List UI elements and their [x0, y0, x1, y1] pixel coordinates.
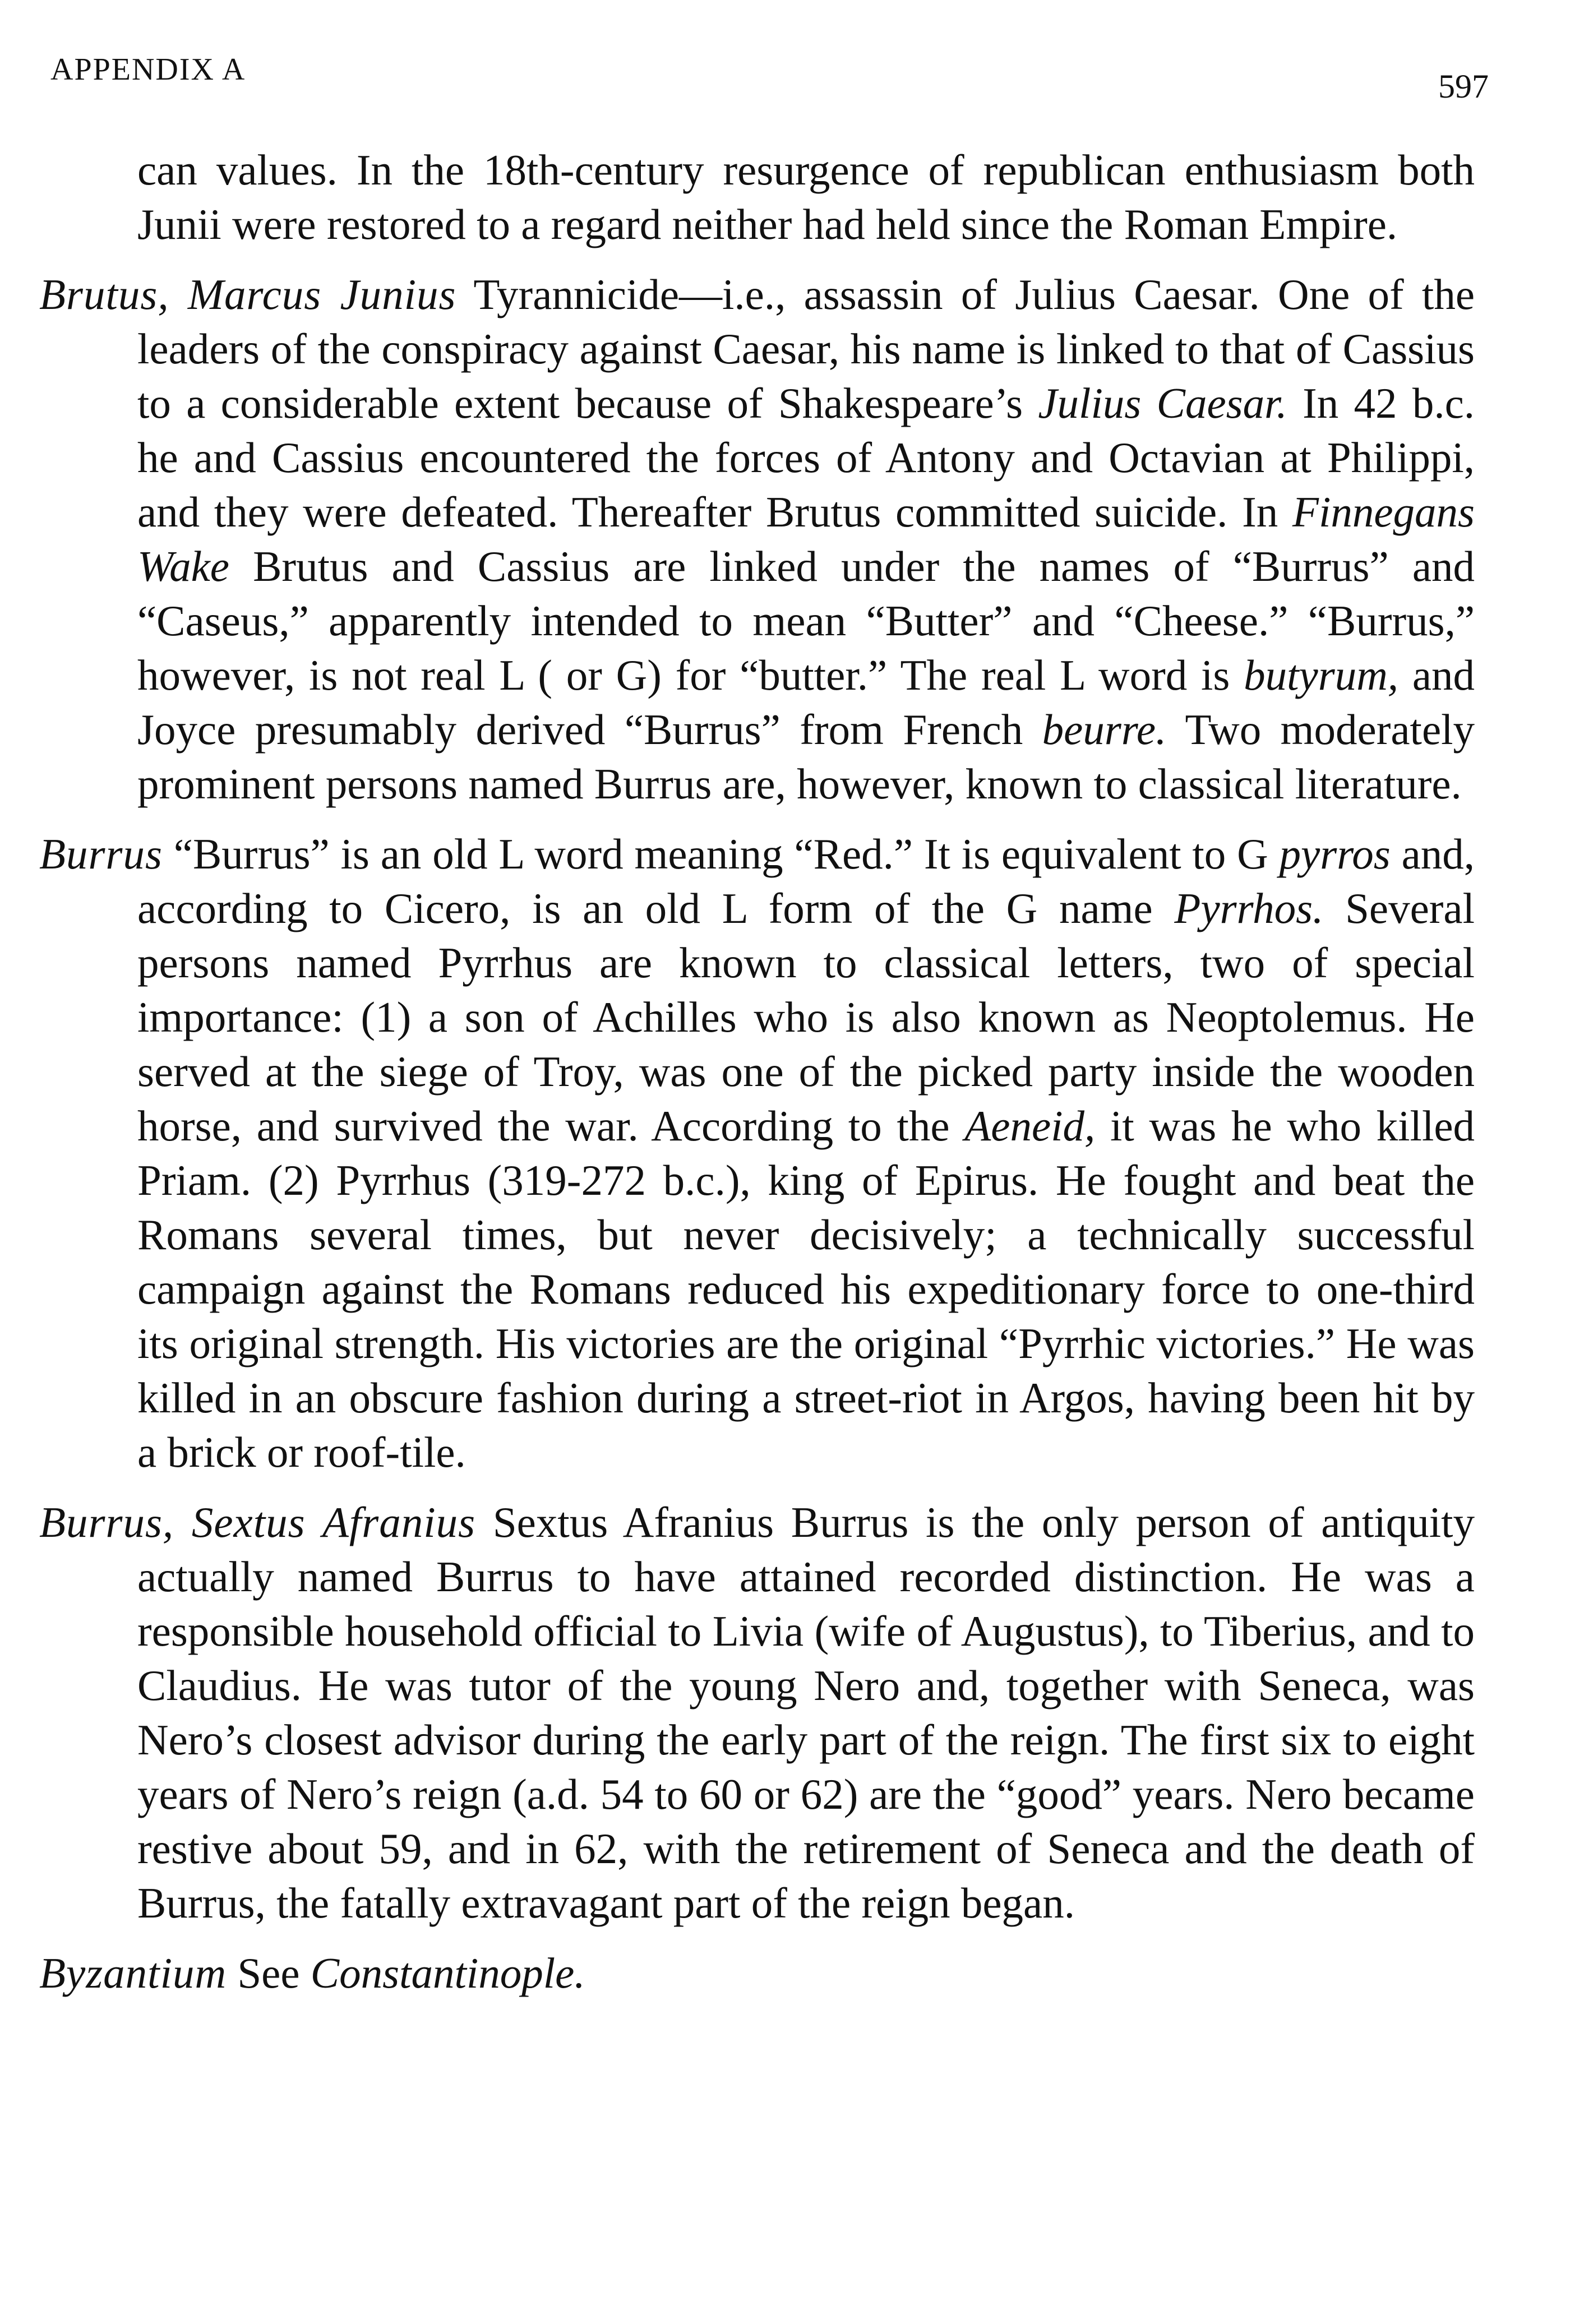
entry-text: Sextus Afranius Burrus is the only person of antiquity actually named Burrus to have attained recorded distinction. He was a responsible household official to Livia (wife of Augustus), to Tiberius, and to Claudius. He was tutor of the young Nero and, together with Seneca, was Nero’s closest advisor during the early part of the reign. The first six to eight years of Nero’s reign (a.d. 54 to 60 or 62) are the “good” years. Nero became restive about 59, and in 62, with the retirement of Seneca and the death of Burrus, the fatally extravagant part of the reign began.	[137, 1498, 1475, 1927]
entry-text: Two moderately prominent persons named Burrus are, however, known to classical literature.	[137, 705, 1475, 808]
entry-brutus-marcus-junius	[39, 267, 1475, 811]
entry-text: and Joyce presumably derived “Burrus” from French	[137, 651, 1475, 754]
entry-text: Several persons named Pyrrhus are known to classical letters, two of special importance: (1) a son of Achilles who is also known as Neoptolemus. He served at the siege of Troy, was one of the picked party inside the wooden horse, and survived the war. According to the	[137, 884, 1475, 1150]
italic-word: butyrum,	[1244, 651, 1399, 699]
italic-title: Aeneid,	[964, 1102, 1096, 1150]
entry-byzantium	[39, 1946, 1475, 2000]
continuation-paragraph: can values. In the 18th-century resurgence of republican enthusiasm both Junii were restored to a regard neither had held since the Roman Empire.	[137, 146, 1475, 248]
entry-head: Brutus, Marcus Junius	[39, 270, 456, 318]
italic-title: Julius Caesar.	[1038, 379, 1287, 427]
page-body	[39, 143, 1475, 2016]
entry-text: Brutus and Cassius are linked under the names of “Burrus” and “Caseus,” apparently intended to mean “Butter” and “Cheese.” “Burrus,” however, is not real L ( or G) for “butter.” The real L word is	[137, 542, 1475, 699]
entry-text: Tyrannicide—i.e., assassin of Julius Caesar. One of the leaders of the conspiracy against Caesar, his name is linked to that of Cassius to a considerable extent because of Shakespeare’s	[137, 270, 1475, 427]
italic-word: pyrros	[1279, 830, 1391, 878]
entry-burrus-sextus-afranius	[39, 1495, 1475, 1930]
entry-text: In 42 b.c. he and Cassius encountered the forces of Antony and Octavian at Philippi, and they were defeated. Thereafter Brutus committed suicide. In	[137, 379, 1475, 536]
entry-text: it was he who killed Priam. (2) Pyrrhus (319-272 b.c.), king of Epirus. He fought and beat the Romans several times, but never decisively; a technically successful campaign against the Romans reduced his expeditionary force to one-third its original strength. His victories are the original “Pyrrhic victories.” He was killed in an obscure fashion during a street-riot in Argos, having been hit by a brick or roof-tile.	[137, 1102, 1475, 1476]
entry-burrus	[39, 827, 1475, 1480]
italic-word: beurre.	[1042, 705, 1167, 754]
entry-head: Byzantium	[39, 1949, 227, 1997]
cross-reference: Constantinople.	[310, 1949, 585, 1997]
italic-word: Pyrrhos.	[1174, 884, 1324, 932]
entry-text: See	[237, 1949, 300, 1997]
entry-text: “Burrus” is an old L word meaning “Red.” It is equivalent to G	[173, 830, 1268, 878]
running-head: APPENDIX A	[50, 52, 246, 87]
entry-text: and, according to Cicero, is an old L form of the G name	[137, 830, 1475, 932]
italic-title: Finnegans Wake	[137, 488, 1475, 590]
page-number: 597	[1438, 68, 1489, 105]
entry-head: Burrus, Sextus Afranius	[39, 1498, 476, 1546]
entry-head: Burrus	[39, 830, 163, 878]
